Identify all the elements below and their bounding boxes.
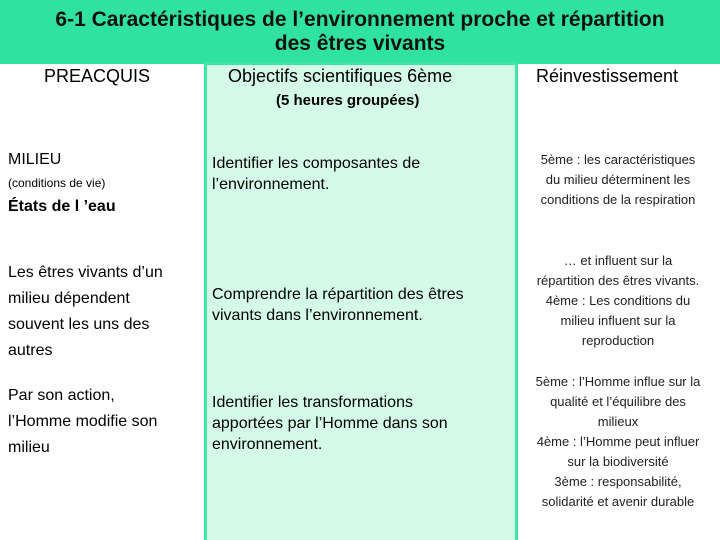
objective-1: Identifier les composantes de l’environnement. [212, 155, 421, 193]
slide-title-line-2: des êtres vivants [274, 32, 446, 55]
reinvest-block-3: 5ème : l’Homme influe sur la qualité et l’équilibre des milieux 4ème : l’Homme peut influer sur la biodiversité 3ème : responsabilité, solidarité et avenir durable [535, 374, 701, 509]
slide-title-line-1: 6-1 Caractéristiques de l’environnement proche et répartition [55, 8, 665, 31]
objective-3: Identifier les transformations apportées par l’Homme dans son environnement. [212, 394, 448, 453]
header-reinvestissement: Réinvestissement [536, 66, 679, 86]
header-preacquis: PREACQUIS [44, 66, 151, 86]
left-para-dependence: Les êtres vivants d’un milieu dépendent souvent les uns des autres [8, 264, 163, 359]
header-objectifs: Objectifs scientifiques 6ème [228, 66, 453, 86]
header-objectifs-sub: (5 heures groupées) [276, 92, 420, 109]
objective-2: Comprendre la répartition des êtres vivants dans l’environnement. [212, 286, 464, 324]
left-milieu-sub: (conditions de vie) [8, 176, 106, 190]
left-etats-eau: États de l ’eau [8, 198, 116, 215]
left-milieu-heading: MILIEU [8, 151, 62, 168]
reinvest-block-1: 5ème : les caractéristiques du milieu déterminent les conditions de la respiration [540, 152, 696, 207]
title-bar [0, 0, 720, 64]
reinvest-block-2: … et influent sur la répartition des êtres vivants. 4ème : Les conditions du milieu influent sur la reproduction [536, 253, 700, 348]
left-para-homme: Par son action, l’Homme modifie son milieu [8, 387, 158, 456]
